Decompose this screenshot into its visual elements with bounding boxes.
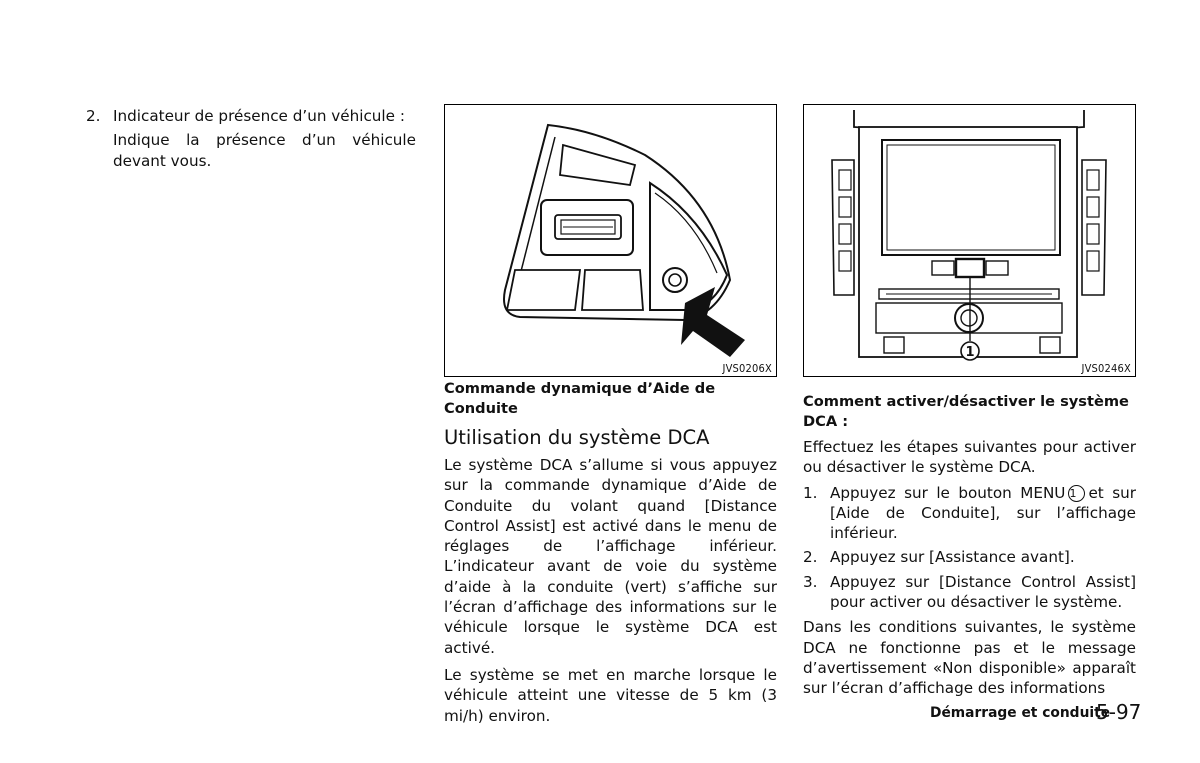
figure-code: JVS0206X: [722, 362, 772, 375]
section-title: Utilisation du système DCA: [444, 426, 710, 449]
step-text-after: et sur [Aide de Conduite], sur l’affichage inférieur.: [830, 483, 1136, 543]
paragraph: Le système se met en marche lorsque le véhicule atteint une vitesse de 5 km (3 mi/h) environ.: [444, 665, 777, 725]
list-item: [803, 572, 1136, 613]
list-item-number: 1.: [803, 483, 818, 502]
list-item-text: [830, 483, 1136, 544]
paragraph: Le système DCA s’allume si vous appuyez sur la commande dynamique d’Aide de Conduite du volant quand [Distance Control Assist] est activé dans le menu de réglages de l’affichage inférieur. L’indicateur avant de voie du système d’aide à la conduite (vert) s’affiche sur l’écran d’affichage des informations sur le véhicule lorsque le système DCA est activé.: [444, 456, 777, 657]
list-item: [86, 106, 416, 171]
footer-section-title: Démarrage et conduite: [930, 705, 1111, 721]
list-item-text: Appuyez sur [Assistance avant].: [830, 548, 1075, 567]
list-item-number: 2.: [86, 107, 101, 125]
center-console-illustration: [804, 105, 1134, 375]
left-column: [86, 106, 416, 171]
paragraph: Effectuez les étapes suivantes pour activer ou désactiver le système DCA.: [803, 438, 1136, 477]
list-item-title: Indicateur de présence d’un véhicule :: [113, 107, 405, 125]
steering-switch-illustration: [445, 105, 775, 375]
figure-steering-switch: [444, 104, 777, 377]
list-item-description: Indique la présence d’un véhicule devant vous.: [113, 131, 416, 170]
figure-caption: Commande dynamique d’Aide de Conduite: [444, 380, 716, 417]
right-column: [803, 392, 1136, 699]
list-item: [803, 547, 1136, 567]
figure-center-console: [803, 104, 1136, 377]
callout-label: 1: [965, 345, 975, 360]
list-item: [803, 483, 1136, 544]
list-item-number: 2.: [803, 548, 818, 567]
list-item-text: Appuyez sur [Distance Control Assist] pour activer ou désactiver le système.: [830, 572, 1136, 612]
paragraph: Dans les conditions suivantes, le système DCA ne fonctionne pas et le message d’avertissement «Non disponible» apparaît sur l’écran d’affichage des informations: [803, 618, 1136, 698]
subheading: Comment activer/désactiver le système DCA :: [803, 393, 1129, 430]
callout-marker: 1: [1068, 485, 1085, 502]
step-text-before: Appuyez sur le bouton MENU: [830, 483, 1066, 502]
middle-column: [444, 379, 777, 726]
figure-code: JVS0246X: [1081, 362, 1131, 375]
list-item-number: 3.: [803, 572, 818, 591]
page-number: 5-97: [1096, 700, 1142, 724]
